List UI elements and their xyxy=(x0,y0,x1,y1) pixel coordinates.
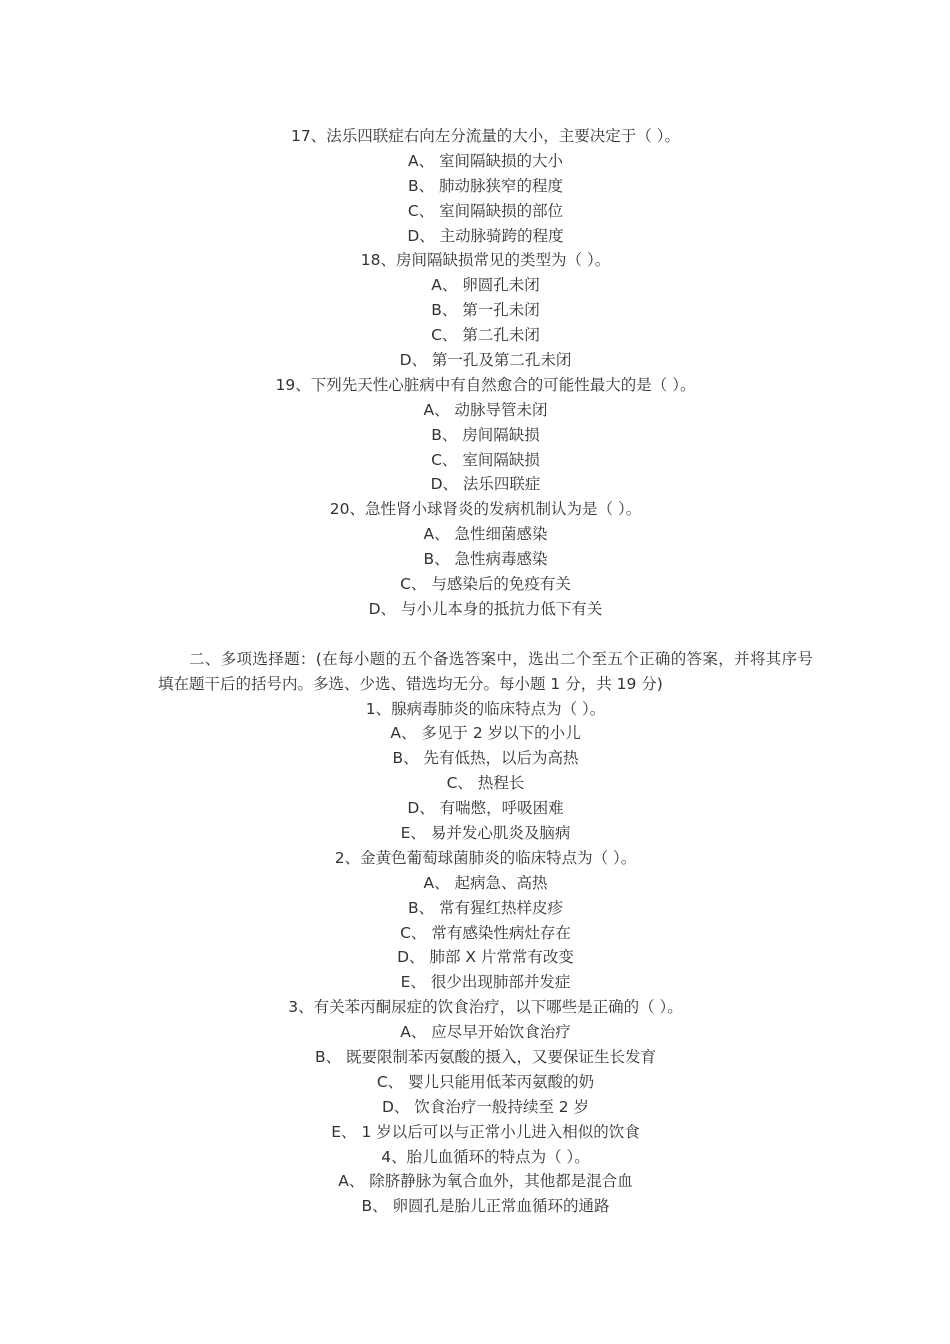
answer-option: A、 应尽早开始饮食治疗 xyxy=(400,1023,571,1042)
answer-option: D、 第一孔及第二孔未闭 xyxy=(399,351,572,370)
question-stem: 1、腺病毒肺炎的临床特点为（ ）。 xyxy=(365,699,606,718)
answer-option: A、 室间隔缺损的大小 xyxy=(407,151,564,170)
answer-option: A、 除脐静脉为氧合血外，其他都是混合血 xyxy=(338,1172,633,1191)
answer-option: D、 主动脉骑跨的程度 xyxy=(407,226,564,245)
question-stem: 18、房间隔缺损常见的类型为（ ）。 xyxy=(360,251,611,270)
question-stem: 17、法乐四联症右向左分流量的大小，主要决定于（ ）。 xyxy=(291,127,680,145)
answer-option: B、 第一孔未闭 xyxy=(431,301,540,320)
answer-option: D、 有喘憋，呼吸困难 xyxy=(407,799,564,818)
answer-option: B、 肺动脉狭窄的程度 xyxy=(407,176,564,195)
question-stem: 2、金黄色葡萄球菌肺炎的临床特点为（ ）。 xyxy=(334,848,637,867)
answer-option: C、 热程长 xyxy=(446,774,525,793)
answer-option: E、 易并发心肌炎及脑病 xyxy=(400,823,571,842)
answer-option: B、 房间隔缺损 xyxy=(431,425,540,444)
answer-option: C、 室间隔缺损 xyxy=(431,450,540,469)
answer-option: A、 起病急、高热 xyxy=(423,873,548,892)
answer-option: E、 1 岁以后可以与正常小儿进入相似的饮食 xyxy=(331,1122,640,1141)
answer-option: A、 动脉导管未闭 xyxy=(423,400,548,419)
answer-option: C、 婴儿只能用低苯丙氨酸的奶 xyxy=(376,1072,595,1091)
answer-option: D、 与小儿本身的抵抗力低下有关 xyxy=(368,599,603,618)
answer-option: C、 常有感染性病灶存在 xyxy=(400,923,571,942)
answer-option: E、 很少出现肺部并发症 xyxy=(400,973,571,992)
question-stem: 3、有关苯丙酮尿症的饮食治疗，以下哪些是正确的（ ）。 xyxy=(288,998,683,1017)
answer-option: A、 急性细菌感染 xyxy=(423,525,548,544)
answer-option: A、 卵圆孔未闭 xyxy=(431,276,540,295)
answer-option: B、 常有猩红热样皮疹 xyxy=(407,898,564,917)
question-stem: 20、急性肾小球肾炎的发病机制认为是（ ）。 xyxy=(329,500,642,519)
answer-option: D、 饮食治疗一般持续至 2 岁 xyxy=(381,1097,590,1116)
section-heading: 二、多项选择题：(在每小题的五个备选答案中，选出二个至五个正确的答案，并将其序号填在题干后的括号内。多选、少选、错选均无分。每小题 1 分，共 19 分) xyxy=(158,649,813,693)
question-stem: 4、胎儿血循环的特点为（ ）。 xyxy=(381,1147,590,1166)
blank-line xyxy=(158,622,813,647)
answer-option: C、 与感染后的免疫有关 xyxy=(400,575,571,594)
answer-option: C、 室间隔缺损的部位 xyxy=(407,201,564,220)
answer-option: A、 多见于 2 岁以下的小儿 xyxy=(390,724,581,743)
answer-option: B、 先有低热，以后为高热 xyxy=(392,749,579,768)
answer-option: C、 第二孔未闭 xyxy=(431,326,540,345)
answer-option: D、 肺部 X 片常常有改变 xyxy=(397,948,574,967)
answer-option: B、 既要限制苯丙氨酸的摄入，又要保证生长发育 xyxy=(314,1047,657,1066)
answer-option: D、 法乐四联症 xyxy=(430,475,541,494)
answer-option: B、 卵圆孔是胎儿正常血循环的通路 xyxy=(361,1197,610,1216)
question-stem: 19、下列先天性心脏病中有自然愈合的可能性最大的是（ ）。 xyxy=(275,375,696,394)
answer-option: B、 急性病毒感染 xyxy=(423,550,548,569)
question-list-single-choice xyxy=(158,124,813,1219)
